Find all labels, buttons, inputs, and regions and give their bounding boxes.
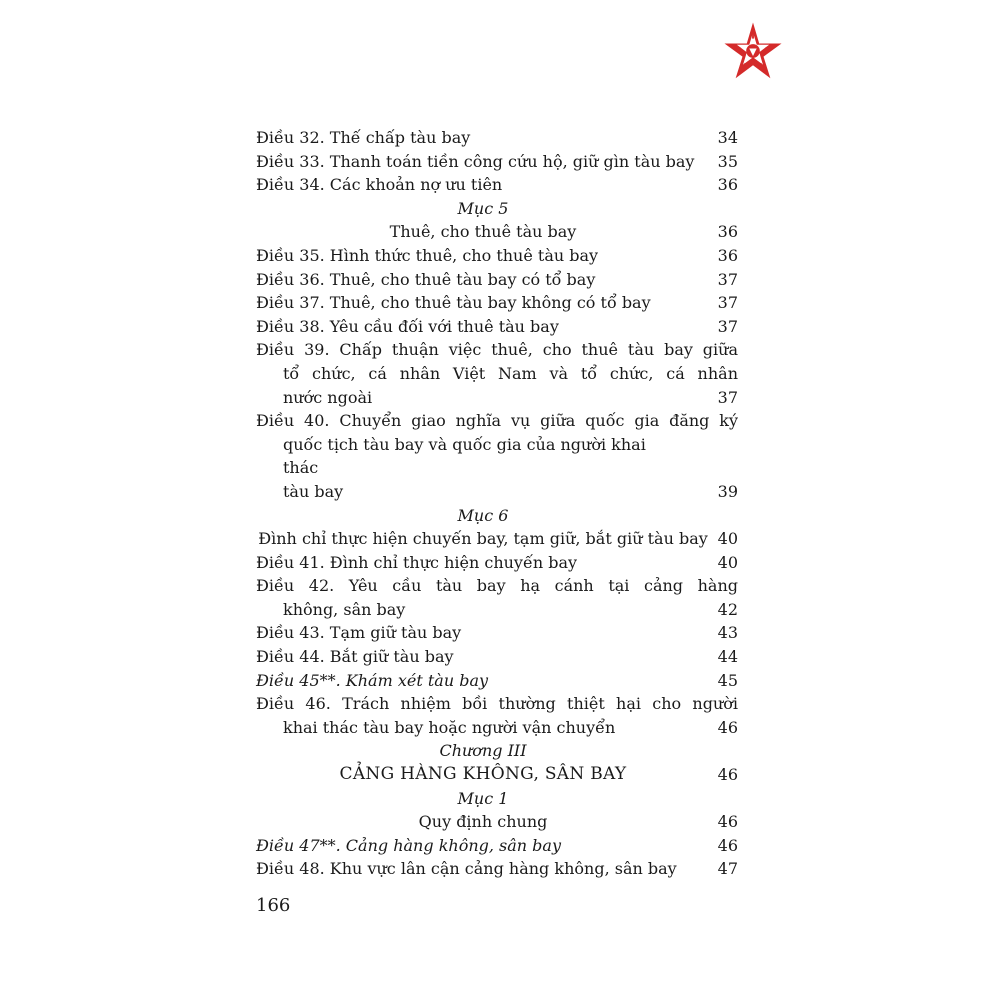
toc-entry-37[interactable]: Điều 37. Thuê, cho thuê tàu bay không có tổ bay 37 xyxy=(256,293,738,313)
section-heading-muc-1: Mục 1 xyxy=(457,788,509,808)
chapter-heading-iii: Chương III xyxy=(439,741,527,761)
toc-entry-39[interactable]: Điều 39. Chấp thuận việc thuê, cho thuê tàu bay giữa tổ chức, cá nhân Việt Nam và tổ chức, cá nhân nước ngoài 37 xyxy=(256,340,738,407)
toc-entry-46[interactable]: Điều 46. Trách nhiệm bồi thường thiệt hại cho người khai thác tàu bay hoặc người vận chuyển 46 xyxy=(256,694,738,737)
toc-entry-41[interactable]: Điều 41. Đình chỉ thực hiện chuyến bay 40 xyxy=(256,552,738,572)
table-of-contents xyxy=(256,126,738,881)
toc-entry-44[interactable]: Điều 44. Bắt giữ tàu bay 44 xyxy=(256,647,738,667)
section-heading-muc-5: Mục 5 xyxy=(457,198,509,218)
toc-entry-47[interactable]: Điều 47**. Cảng hàng không, sân bay 46 xyxy=(256,835,738,855)
toc-entry-40[interactable]: Điều 40. Chuyển giao nghĩa vụ giữa quốc gia đăng ký quốc tịch tàu bay và quốc gia của người khai thác tàu bay 39 xyxy=(256,411,738,501)
toc-entry-38[interactable]: Điều 38. Yêu cầu đối với thuê tàu bay 37 xyxy=(256,316,738,336)
section-title-muc-6[interactable]: Đình chỉ thực hiện chuyến bay, tạm giữ, bắt giữ tàu bay 40 xyxy=(258,529,738,549)
section-title-muc-1[interactable]: Quy định chung 46 xyxy=(418,812,738,832)
toc-entry-42[interactable]: Điều 42. Yêu cầu tàu bay hạ cánh tại cảng hàng không, sân bay 42 xyxy=(256,576,738,619)
toc-entry-32[interactable]: Điều 32. Thế chấp tàu bay 34 xyxy=(256,128,738,147)
toc-entry-36[interactable]: Điều 36. Thuê, cho thuê tàu bay có tổ bay 37 xyxy=(256,269,738,289)
toc-entry-48[interactable]: Điều 48. Khu vực lân cận cảng hàng không, sân bay 47 xyxy=(256,859,738,879)
section-title-muc-5[interactable]: Thuê, cho thuê tàu bay 36 xyxy=(389,222,738,242)
section-heading-muc-6: Mục 6 xyxy=(457,505,509,525)
toc-entry-34[interactable]: Điều 34. Các khoản nợ ưu tiên 36 xyxy=(256,175,738,195)
toc-entry-43[interactable]: Điều 43. Tạm giữ tàu bay 43 xyxy=(256,623,738,643)
page-number: 166 xyxy=(256,895,291,916)
toc-entry-45[interactable]: Điều 45**. Khám xét tàu bay 45 xyxy=(256,670,738,690)
toc-entry-33[interactable]: Điều 33. Thanh toán tiền công cứu hộ, giữ gìn tàu bay 35 xyxy=(256,151,738,171)
chapter-title-iii[interactable]: CẢNG HÀNG KHÔNG, SÂN BAY 46 xyxy=(339,764,738,785)
red-star-emblem-icon xyxy=(722,20,784,82)
toc-entry-35[interactable]: Điều 35. Hình thức thuê, cho thuê tàu bay 36 xyxy=(256,245,738,265)
